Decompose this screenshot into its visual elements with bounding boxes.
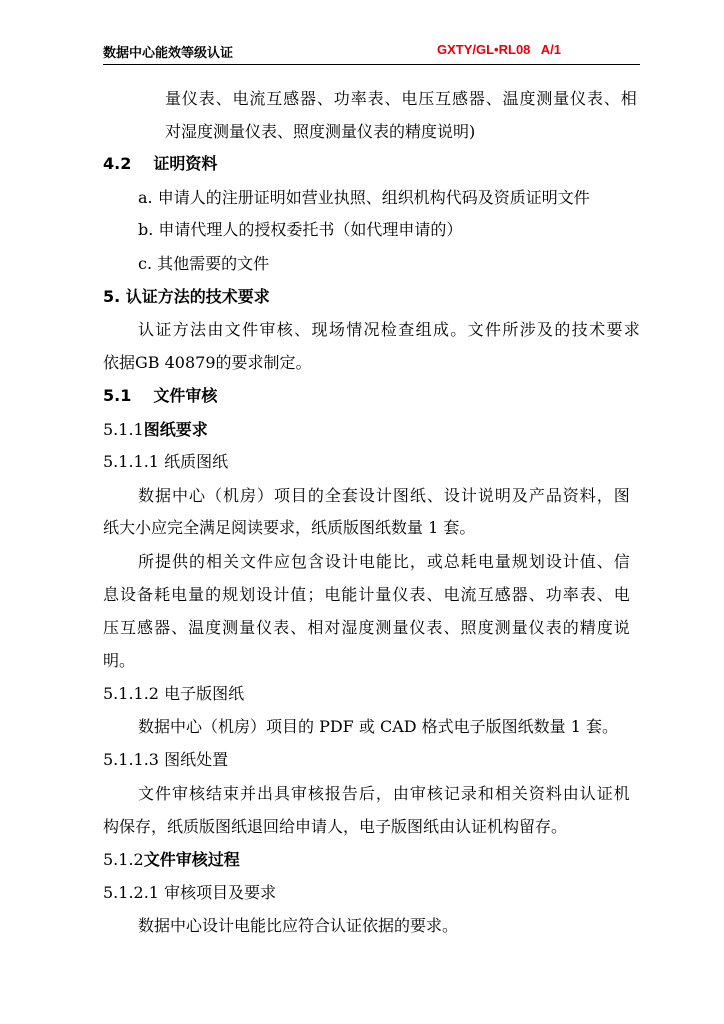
- header-title: 数据中心能效等级认证: [103, 46, 234, 61]
- paragraph-line: 数据中心（机房）项目的全套设计图纸、设计说明及产品资料，图: [138, 486, 630, 505]
- section-number: 5.1.2: [103, 850, 144, 869]
- section-number: 4.2: [103, 154, 132, 173]
- paragraph-line: 所提供的相关文件应包含设计电能比，或总耗电量规划设计值、信: [138, 552, 630, 571]
- section-number: 5.1: [103, 386, 132, 405]
- section-title: 文件审核: [153, 386, 218, 405]
- subsection-heading-5-1-1-2: 5.1.1.2 电子版图纸: [103, 684, 245, 703]
- subsection-heading-5-1-2-1: 5.1.2.1 审核项目及要求: [103, 883, 277, 902]
- list-item-b: b. 申请代理人的授权委托书（如代理申请的）: [138, 220, 463, 239]
- page-header: [103, 42, 640, 65]
- section-heading-5-1-2: [103, 850, 240, 870]
- paragraph-line: 纸大小应完全满足阅读要求，纸质版图纸数量 1 套。: [103, 518, 476, 537]
- section-heading-5-1: [103, 386, 217, 406]
- section-title: 图纸要求: [143, 420, 208, 439]
- section-title: 文件审核过程: [143, 850, 240, 869]
- section-title: 证明资料: [153, 154, 218, 173]
- subsection-heading-5-1-1-3: 5.1.1.3 图纸处置: [103, 750, 229, 769]
- section-heading-5-1-1: [103, 420, 208, 440]
- paragraph-line: 文件审核结束并出具审核报告后，由审核记录和相关资料由认证机: [138, 784, 630, 803]
- subsection-heading-5-1-1-1: 5.1.1.1 纸质图纸: [103, 452, 229, 471]
- paragraph-line: 认证方法由文件审核、现场情况检查组成。文件所涉及的技术要求: [138, 320, 640, 339]
- paragraph-line: 数据中心（机房）项目的 PDF 或 CAD 格式电子版图纸数量 1 套。: [138, 717, 619, 736]
- paragraph-line: 构保存，纸质版图纸退回给申请人，电子版图纸由认证机构留存。: [103, 817, 568, 836]
- list-item-continuation: 量仪表、电流互感器、功率表、电压互感器、温度测量仪表、相: [165, 89, 637, 108]
- paragraph-line: 依据GB 40879的要求制定。: [103, 353, 312, 372]
- section-heading-4-2: [103, 154, 217, 174]
- list-item-continuation: 对湿度测量仪表、照度测量仪表的精度说明): [165, 122, 476, 141]
- section-number: 5.1.1: [103, 420, 144, 439]
- paragraph-line: 息设备耗电量的规划设计值；电能计量仪表、电流互感器、功率表、电: [103, 585, 630, 604]
- section-heading-5: 5. 认证方法的技术要求: [103, 287, 270, 306]
- header-doc-code: GXTY/GL•RL08 A/1: [437, 42, 561, 57]
- paragraph-line: 明。: [103, 651, 136, 670]
- paragraph-line: 压互感器、温度测量仪表、相对湿度测量仪表、照度测量仪表的精度说: [103, 618, 630, 637]
- paragraph-line: 数据中心设计电能比应符合认证依据的要求。: [138, 916, 459, 935]
- list-item-c: c. 其他需要的文件: [138, 254, 270, 273]
- list-item-a: a. 申请人的注册证明如营业执照、组织机构代码及资质证明文件: [138, 188, 590, 207]
